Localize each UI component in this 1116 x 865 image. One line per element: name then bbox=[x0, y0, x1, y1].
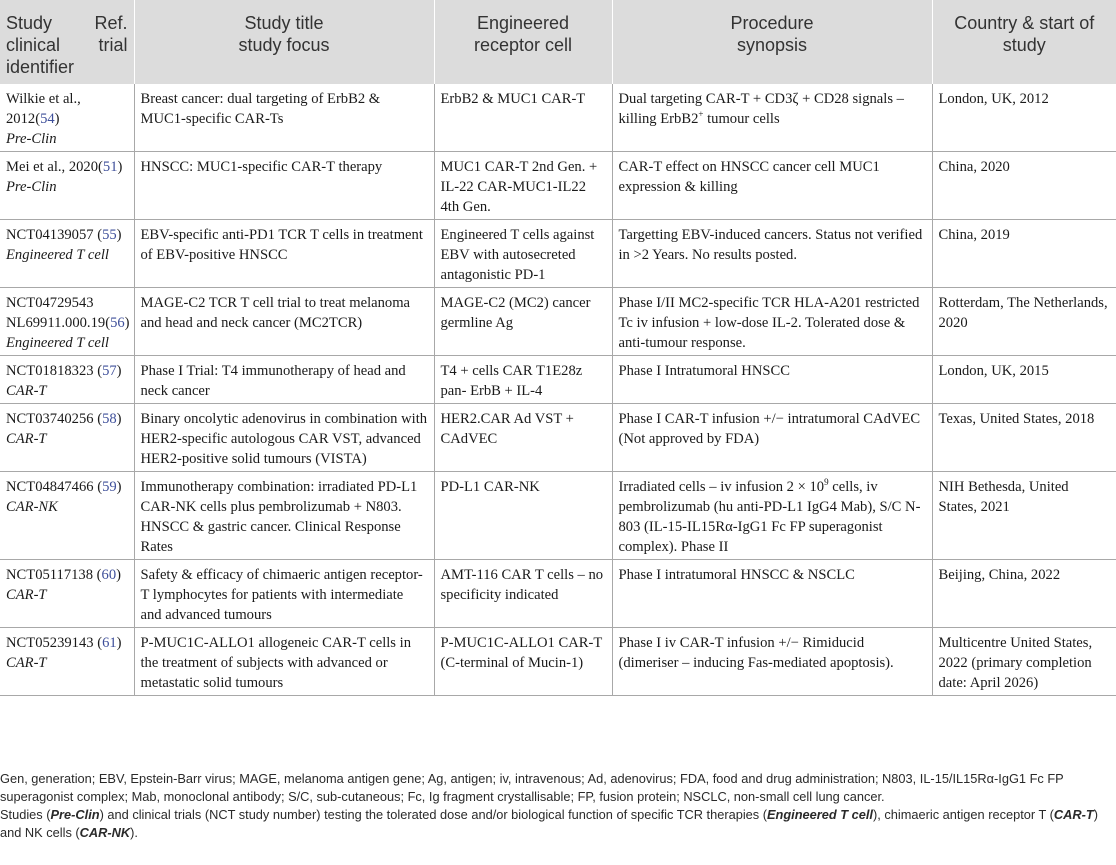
country-cell: Multicentre United States, 2022 (primary completion date: April 2026) bbox=[932, 628, 1116, 696]
study-ref-cell: NCT05239143 (61) CAR-T bbox=[0, 628, 134, 696]
study-type-tag: CAR-T bbox=[6, 431, 47, 447]
study-type-tag: CAR-T bbox=[6, 655, 47, 671]
country-cell: NIH Bethesda, United States, 2021 bbox=[932, 472, 1116, 560]
study-type-tag: Engineered T cell bbox=[6, 335, 109, 351]
engineered-cell-cell: T4 + cells CAR T1E28z pan- ErbB + IL-4 bbox=[434, 356, 612, 404]
reference-link[interactable]: 56 bbox=[110, 315, 125, 331]
table-header-row bbox=[0, 0, 1116, 84]
study-identifier: NCT05239143 bbox=[6, 635, 94, 651]
procedure-cell: Irradiated cells – iv infusion $2 \times 10^9$ cells, iv pembrolizumab (hu anti-PD-L1 IgG4 Mab), S/C N-803 (IL-15-IL15Rα-IgG1 Fc FP superagonist complex). Phase II bbox=[612, 472, 932, 560]
study-identifier: Wilkie et al., 2012 bbox=[6, 91, 81, 127]
country-cell: China, 2020 bbox=[932, 152, 1116, 220]
study-ref-cell: NCT04847466 (59) CAR-NK bbox=[0, 472, 134, 560]
table-row bbox=[0, 288, 1116, 356]
header-procedure: Procedure synopsis bbox=[612, 0, 932, 84]
country-cell: Texas, United States, 2018 bbox=[932, 404, 1116, 472]
study-identifier: NCT04139057 bbox=[6, 227, 94, 243]
country-cell: London, UK, 2012 bbox=[932, 84, 1116, 152]
table-row bbox=[0, 472, 1116, 560]
study-ref-cell: NCT04139057 (55) Engineered T cell bbox=[0, 220, 134, 288]
header-study-ref: Study Ref. clinical trial identifier bbox=[0, 0, 134, 84]
study-ref-cell: Mei et al., 2020(51) Pre-Clin bbox=[0, 152, 134, 220]
procedure-cell: Phase I/II MC2-specific TCR HLA-A201 restricted Tc iv infusion + low-dose IL-2. Tolerated dose & anti-tumour response. bbox=[612, 288, 932, 356]
study-identifier: NCT04847466 bbox=[6, 479, 94, 495]
table-row bbox=[0, 84, 1116, 152]
engineered-cell-cell: MUC1 CAR-T 2nd Gen. + IL-22 CAR-MUC1-IL22 4th Gen. bbox=[434, 152, 612, 220]
study-type-tag: Pre-Clin bbox=[6, 131, 57, 147]
study-ref-cell: NCT01818323 (57) CAR-T bbox=[0, 356, 134, 404]
country-cell: London, UK, 2015 bbox=[932, 356, 1116, 404]
study-title-cell: Safety & efficacy of chimaeric antigen receptor-T lymphocytes for patients with intermediate and advanced tumours bbox=[134, 560, 434, 628]
table-footnotes bbox=[0, 770, 1110, 842]
engineered-cell-cell: MAGE-C2 (MC2) cancer germline Ag bbox=[434, 288, 612, 356]
study-type-tag: CAR-T bbox=[6, 383, 47, 399]
study-title-cell: EBV-specific anti-PD1 TCR T cells in treatment of EBV-positive HNSCC bbox=[134, 220, 434, 288]
reference-link[interactable]: 59 bbox=[102, 479, 117, 495]
procedure-cell: Phase I iv CAR-T infusion +/− Rimiducid (dimeriser – inducing Fas-mediated apoptosis). bbox=[612, 628, 932, 696]
header-study-title: Study title study focus bbox=[134, 0, 434, 84]
study-identifier: NCT03740256 bbox=[6, 411, 94, 427]
table-row bbox=[0, 152, 1116, 220]
study-identifier: Mei et al., 2020 bbox=[6, 159, 99, 175]
study-title-cell: HNSCC: MUC1-specific CAR-T therapy bbox=[134, 152, 434, 220]
procedure-cell: Phase I Intratumoral HNSCC bbox=[612, 356, 932, 404]
engineered-cell-cell: PD-L1 CAR-NK bbox=[434, 472, 612, 560]
table-row bbox=[0, 628, 1116, 696]
reference-link[interactable]: 51 bbox=[102, 159, 118, 175]
study-title-cell: Phase I Trial: T4 immunotherapy of head and neck cancer bbox=[134, 356, 434, 404]
reference-link[interactable]: 55 bbox=[102, 227, 117, 243]
reference-link[interactable]: 58 bbox=[102, 411, 117, 427]
study-identifier: NCT01818323 bbox=[6, 363, 94, 379]
study-type-tag: CAR-NK bbox=[6, 499, 58, 515]
engineered-cell-cell: AMT-116 CAR T cells – no specificity indicated bbox=[434, 560, 612, 628]
study-ref-cell: NCT05117138 (60) CAR-T bbox=[0, 560, 134, 628]
procedure-cell: CAR-T effect on HNSCC cancer cell MUC1 expression & killing bbox=[612, 152, 932, 220]
header-country: Country & start of study bbox=[932, 0, 1116, 84]
table-row bbox=[0, 220, 1116, 288]
procedure-cell: Dual targeting CAR-T + CD3ζ + CD28 signals – killing ErbB2+ tumour cells bbox=[612, 84, 932, 152]
reference-link[interactable]: 61 bbox=[102, 635, 117, 651]
study-title-cell: Breast cancer: dual targeting of ErbB2 & MUC1-specific CAR-Ts bbox=[134, 84, 434, 152]
country-cell: China, 2019 bbox=[932, 220, 1116, 288]
study-title-cell: Binary oncolytic adenovirus in combination with HER2-specific autologous CAR VST, advanced HER2-positive solid tumours (VISTA) bbox=[134, 404, 434, 472]
study-type-tag: CAR-T bbox=[6, 587, 47, 603]
study-title-cell: MAGE-C2 TCR T cell trial to treat melanoma and head and neck cancer (MC2TCR) bbox=[134, 288, 434, 356]
study-type-tag: Engineered T cell bbox=[6, 247, 109, 263]
header-engineered-cell: Engineered receptor cell bbox=[434, 0, 612, 84]
study-ref-cell: NCT04729543 NL69911.000.19(56) Engineered T cell bbox=[0, 288, 134, 356]
country-cell: Rotterdam, The Netherlands, 2020 bbox=[932, 288, 1116, 356]
study-ref-cell: NCT03740256 (58) CAR-T bbox=[0, 404, 134, 472]
reference-link[interactable]: 54 bbox=[40, 111, 55, 127]
country-cell: Beijing, China, 2022 bbox=[932, 560, 1116, 628]
procedure-cell: Phase I CAR-T infusion +/− intratumoral CAdVEC (Not approved by FDA) bbox=[612, 404, 932, 472]
table-row bbox=[0, 560, 1116, 628]
legend-note: Studies (Pre-Clin) and clinical trials (NCT study number) testing the tolerated dose and/or biological function of specific TCR therapies (Engineered T cell), chimaeric antigen receptor T (CAR-T) and NK cells (CAR-NK). bbox=[0, 807, 1098, 840]
abbreviations-note: Gen, generation; EBV, Epstein-Barr virus; MAGE, melanoma antigen gene; Ag, antigen; iv, intravenous; Ad, adenovirus; FDA, food and drug administration; N803, IL-15/IL15Rα-IgG1 Fc FP superagonist complex; Mab, monoclonal antibody; S/C, sub-cutaneous; Fc, Ig fragment crystallisable; FP, fusion protein; NSCLC, non-small cell lung cancer. bbox=[0, 771, 1064, 804]
reference-link[interactable]: 57 bbox=[102, 363, 117, 379]
table-row bbox=[0, 356, 1116, 404]
procedure-cell: Targetting EBV-induced cancers. Status not verified in >2 Years. No results posted. bbox=[612, 220, 932, 288]
engineered-cell-cell: ErbB2 & MUC1 CAR-T bbox=[434, 84, 612, 152]
reference-link[interactable]: 60 bbox=[101, 567, 117, 583]
study-type-tag: Pre-Clin bbox=[6, 179, 57, 195]
study-identifier: NCT05117138 bbox=[6, 567, 94, 583]
procedure-cell: Phase I intratumoral HNSCC & NSCLC bbox=[612, 560, 932, 628]
study-title-cell: P-MUC1C-ALLO1 allogeneic CAR-T cells in the treatment of subjects with advanced or metastatic solid tumours bbox=[134, 628, 434, 696]
study-identifier: NCT04729543 NL69911.000.19 bbox=[6, 295, 106, 331]
study-ref-cell: Wilkie et al., 2012(54) Pre-Clin bbox=[0, 84, 134, 152]
engineered-cell-cell: HER2.CAR Ad VST + CAdVEC bbox=[434, 404, 612, 472]
engineered-cell-cell: P-MUC1C-ALLO1 CAR-T (C-terminal of Mucin-1) bbox=[434, 628, 612, 696]
engineered-cell-cell: Engineered T cells against EBV with autosecreted antagonistic PD-1 bbox=[434, 220, 612, 288]
study-title-cell: Immunotherapy combination: irradiated PD-L1 CAR-NK cells plus pembrolizumab + N803. HNSCC & gastric cancer. Clinical Response Rates bbox=[134, 472, 434, 560]
table-row bbox=[0, 404, 1116, 472]
